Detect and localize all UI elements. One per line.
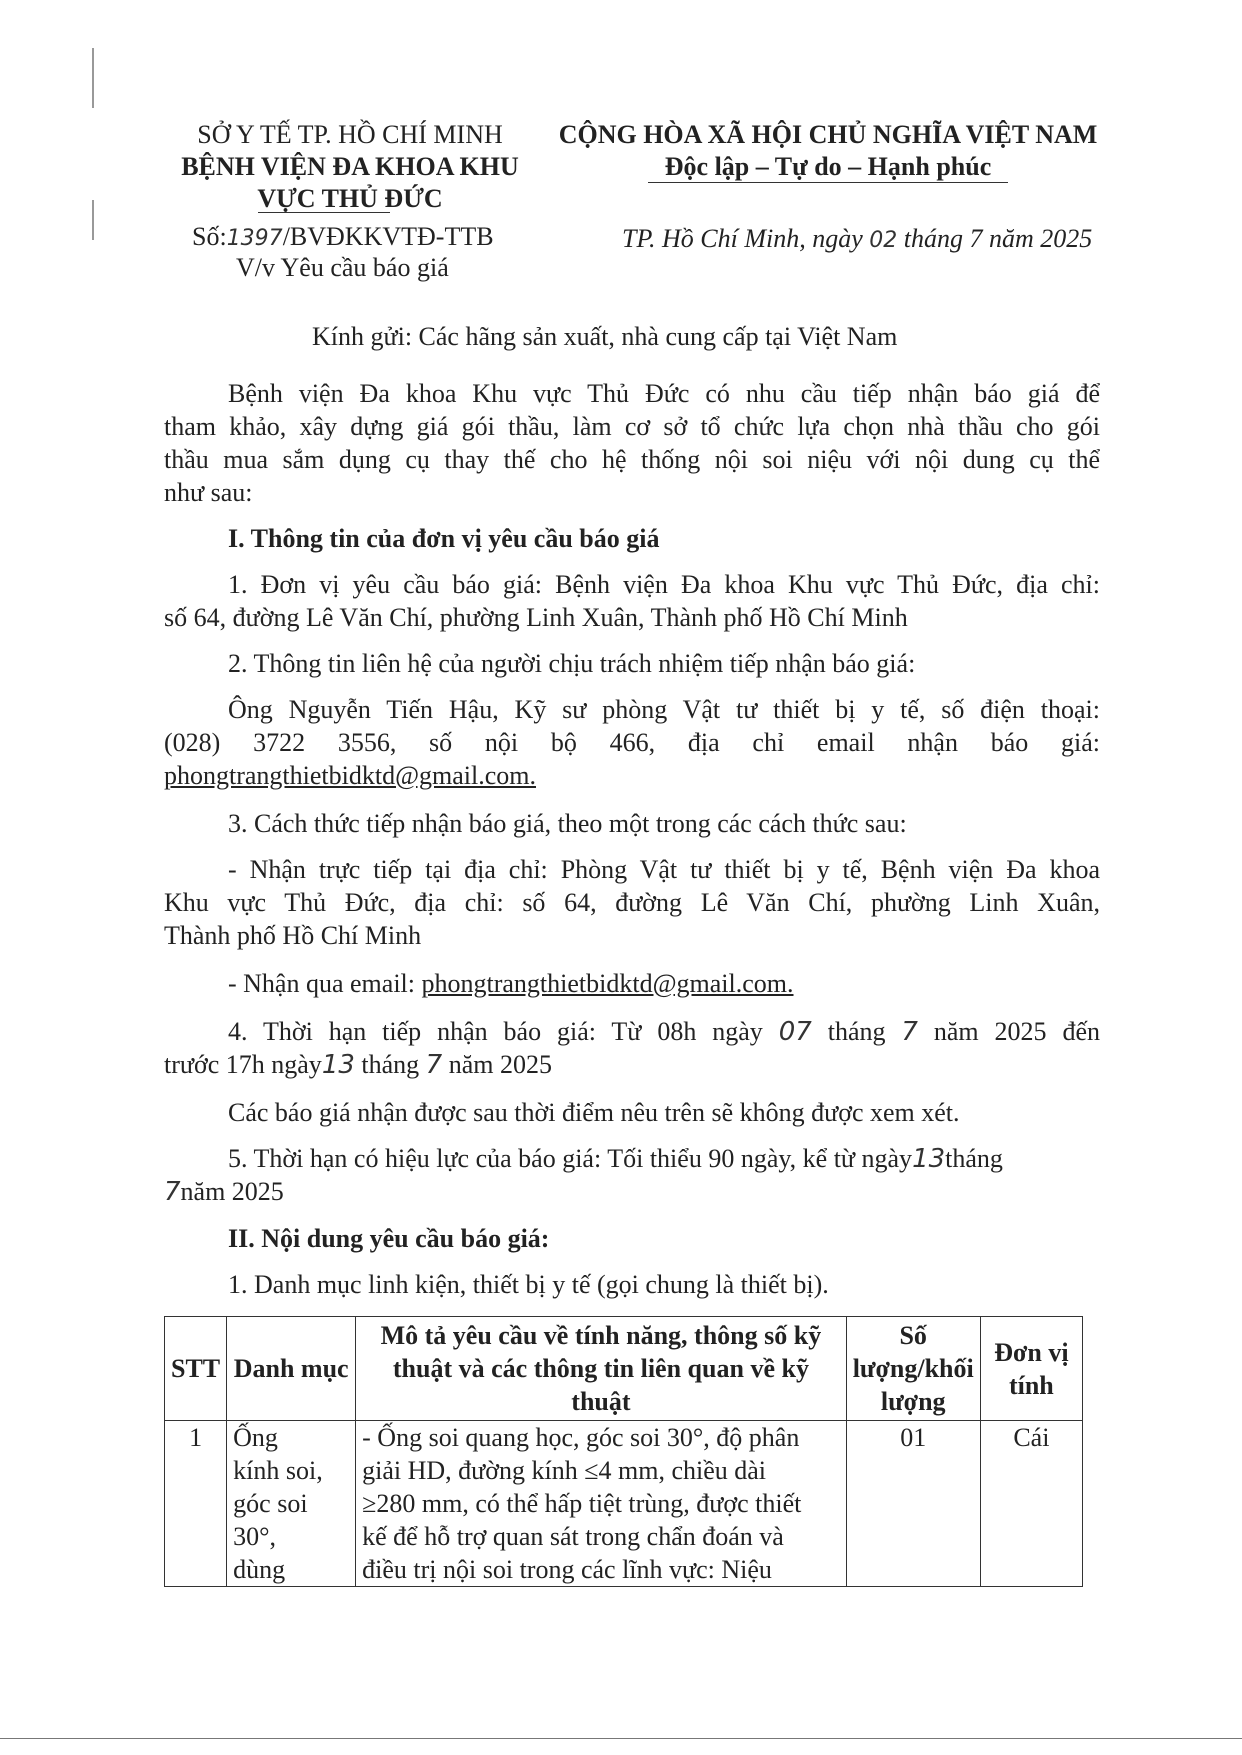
contact-line-2: (028) 3722 3556, số nội bộ 466, địa chỉ email nhận báo giá: xyxy=(164,728,1100,757)
section-1-item-5-line-2 xyxy=(164,1175,284,1209)
item5-text-a: 5. Thời hạn có hiệu lực của báo giá: Tối thiểu 90 ngày, kể từ ngày xyxy=(228,1144,913,1173)
direct-delivery-line-3: Thành phố Hồ Chí Minh xyxy=(164,921,422,950)
item4-line2-c: năm 2025 xyxy=(448,1050,552,1079)
row-unit: Cái xyxy=(980,1421,1082,1587)
intro-line-3: thầu mua sắm dụng cụ thay thế cho hệ thống nội soi niệu với nội dung cụ thể xyxy=(164,445,1100,474)
section-2-heading: II. Nội dung yêu cầu báo giá: xyxy=(228,1224,550,1253)
item5-month-handwritten: 7 xyxy=(164,1177,181,1207)
intro-line-4: như sau: xyxy=(164,478,253,507)
national-title: CỘNG HÒA XÃ HỘI CHỦ NGHĨA VIỆT NAM xyxy=(558,120,1098,149)
row-description-line: điều trị nội soi trong các lĩnh vực: Niệu xyxy=(362,1555,772,1584)
scan-margin-mark xyxy=(92,200,94,240)
item4-line2-a: trước 17h ngày xyxy=(164,1050,322,1079)
row-name-line: dùng xyxy=(233,1555,286,1584)
date-day-handwritten: 02 xyxy=(869,228,898,253)
intro-line-1: Bệnh viện Đa khoa Khu vực Thủ Đức có nhu cầu tiếp nhận báo giá để xyxy=(228,379,1100,408)
equipment-table xyxy=(164,1316,1083,1587)
scan-edge-line xyxy=(0,1738,1242,1739)
row-name xyxy=(227,1421,356,1587)
late-quote-note: Các báo giá nhận được sau thời điểm nêu trên sẽ không được xem xét. xyxy=(228,1098,960,1127)
item4-day-end-handwritten: 13 xyxy=(321,1050,355,1080)
email-delivery-line xyxy=(228,967,794,1000)
table-header-row xyxy=(165,1317,1083,1421)
section-1-item-2: 2. Thông tin liên hệ của người chịu trách nhiệm tiếp nhận báo giá: xyxy=(228,649,916,678)
col-header-quantity: Số lượng/khối lượng xyxy=(846,1317,980,1421)
contact-email-line xyxy=(164,759,536,792)
row-description-line: - Ống soi quang học, góc soi 30°, độ phân xyxy=(362,1423,800,1452)
row-stt: 1 xyxy=(165,1421,227,1587)
email-delivery-link[interactable]: phongtrangthietbidktd@gmail.com. xyxy=(421,969,794,998)
col-header-name: Danh mục xyxy=(227,1317,356,1421)
item5-text-c: năm 2025 xyxy=(180,1177,284,1206)
item4-month-end-handwritten: 7 xyxy=(425,1050,443,1080)
row-description-line: kế để hỗ trợ quan sát trong chẩn đoán và xyxy=(362,1522,784,1551)
section-1-item-4-line-2 xyxy=(164,1048,552,1082)
doc-number-label: Số: xyxy=(192,222,227,251)
item4-line2-b: tháng xyxy=(361,1050,420,1079)
section-1-heading: I. Thông tin của đơn vị yêu cầu báo giá xyxy=(228,524,660,553)
header-left-underline xyxy=(258,212,390,213)
doc-number-suffix: /BVĐKKVTĐ-TTB xyxy=(282,222,494,251)
row-description xyxy=(356,1421,847,1587)
national-motto: Độc lập – Tự do – Hạnh phúc xyxy=(664,152,992,181)
col-header-unit: Đơn vị tính xyxy=(980,1317,1082,1421)
contact-email-link[interactable]: phongtrangthietbidktd@gmail.com. xyxy=(164,761,536,790)
col-header-stt: STT xyxy=(165,1317,227,1421)
row-name-line: Ống xyxy=(233,1423,278,1452)
item4-month-start-handwritten: 7 xyxy=(901,1017,918,1047)
row-name-line: góc soi xyxy=(233,1489,308,1518)
section-1-item-5-line-1 xyxy=(228,1142,1003,1176)
section-1-item-1-line-2: số 64, đường Lê Văn Chí, phường Linh Xuân, Thành phố Hồ Chí Minh xyxy=(164,603,908,632)
item4-text-c: năm 2025 đến xyxy=(933,1017,1101,1046)
item4-text-b: tháng xyxy=(827,1017,886,1046)
section-1-item-3: 3. Cách thức tiếp nhận báo giá, theo một trong các cách thức sau: xyxy=(228,809,907,838)
col-header-description: Mô tả yêu cầu về tính năng, thông số kỹ thuật và các thông tin liên quan về kỹ thuật xyxy=(356,1317,847,1421)
scan-margin-mark xyxy=(92,48,94,108)
row-name-line: 30°, xyxy=(233,1522,277,1551)
row-description-line: ≥280 mm, có thể hấp tiệt trùng, được thiết xyxy=(362,1489,802,1518)
direct-delivery-line-2: Khu vực Thủ Đức, địa chỉ: số 64, đường Lê Văn Chí, phường Linh Xuân, xyxy=(164,888,1100,917)
row-description-line: giải HD, đường kính ≤4 mm, chiều dài xyxy=(362,1456,767,1485)
section-2-item-1: 1. Danh mục linh kiện, thiết bị y tế (gọi chung là thiết bị). xyxy=(228,1270,829,1299)
document-subject: V/v Yêu cầu báo giá xyxy=(236,253,449,282)
row-name-line: kính soi, xyxy=(233,1456,323,1485)
section-1-item-1-line-1: 1. Đơn vị yêu cầu báo giá: Bệnh viện Đa khoa Khu vực Thủ Đức, địa chỉ: xyxy=(228,570,1100,599)
recipient-line: Kính gửi: Các hãng sản xuất, nhà cung cấp tại Việt Nam xyxy=(312,322,898,351)
document-date xyxy=(622,222,1092,258)
hospital-name-line1: BỆNH VIỆN ĐA KHOA KHU xyxy=(181,152,519,181)
item4-day-start-handwritten: 07 xyxy=(778,1017,812,1047)
item5-text-b: tháng xyxy=(945,1144,1003,1173)
hospital-name-line2: VỰC THỦ ĐỨC xyxy=(257,184,443,213)
intro-line-2: tham khảo, xây dựng giá gói thầu, làm cơ sở tổ chức lựa chọn nhà thầu cho gói xyxy=(164,412,1100,441)
email-delivery-prefix: - Nhận qua email: xyxy=(228,969,422,998)
doc-number-handwritten: 1397 xyxy=(226,226,283,251)
item4-text-a: 4. Thời hạn tiếp nhận báo giá: Từ 08h ngày xyxy=(228,1017,763,1046)
section-1-item-4-line-1 xyxy=(228,1015,1100,1049)
direct-delivery-line-1: - Nhận trực tiếp tại địa chỉ: Phòng Vật tư thiết bị y tế, Bệnh viện Đa khoa xyxy=(228,855,1100,884)
header-right-underline xyxy=(648,182,1008,183)
table-row xyxy=(165,1421,1083,1587)
contact-line-1: Ông Nguyễn Tiến Hậu, Kỹ sư phòng Vật tư thiết bị y tế, số điện thoại: xyxy=(228,695,1100,724)
date-suffix: tháng 7 năm 2025 xyxy=(903,224,1093,253)
department-name: SỞ Y TẾ TP. HỒ CHÍ MINH xyxy=(197,120,503,149)
row-quantity: 01 xyxy=(846,1421,980,1587)
item5-day-handwritten: 13 xyxy=(912,1144,946,1174)
date-prefix: TP. Hồ Chí Minh, ngày xyxy=(622,224,863,253)
